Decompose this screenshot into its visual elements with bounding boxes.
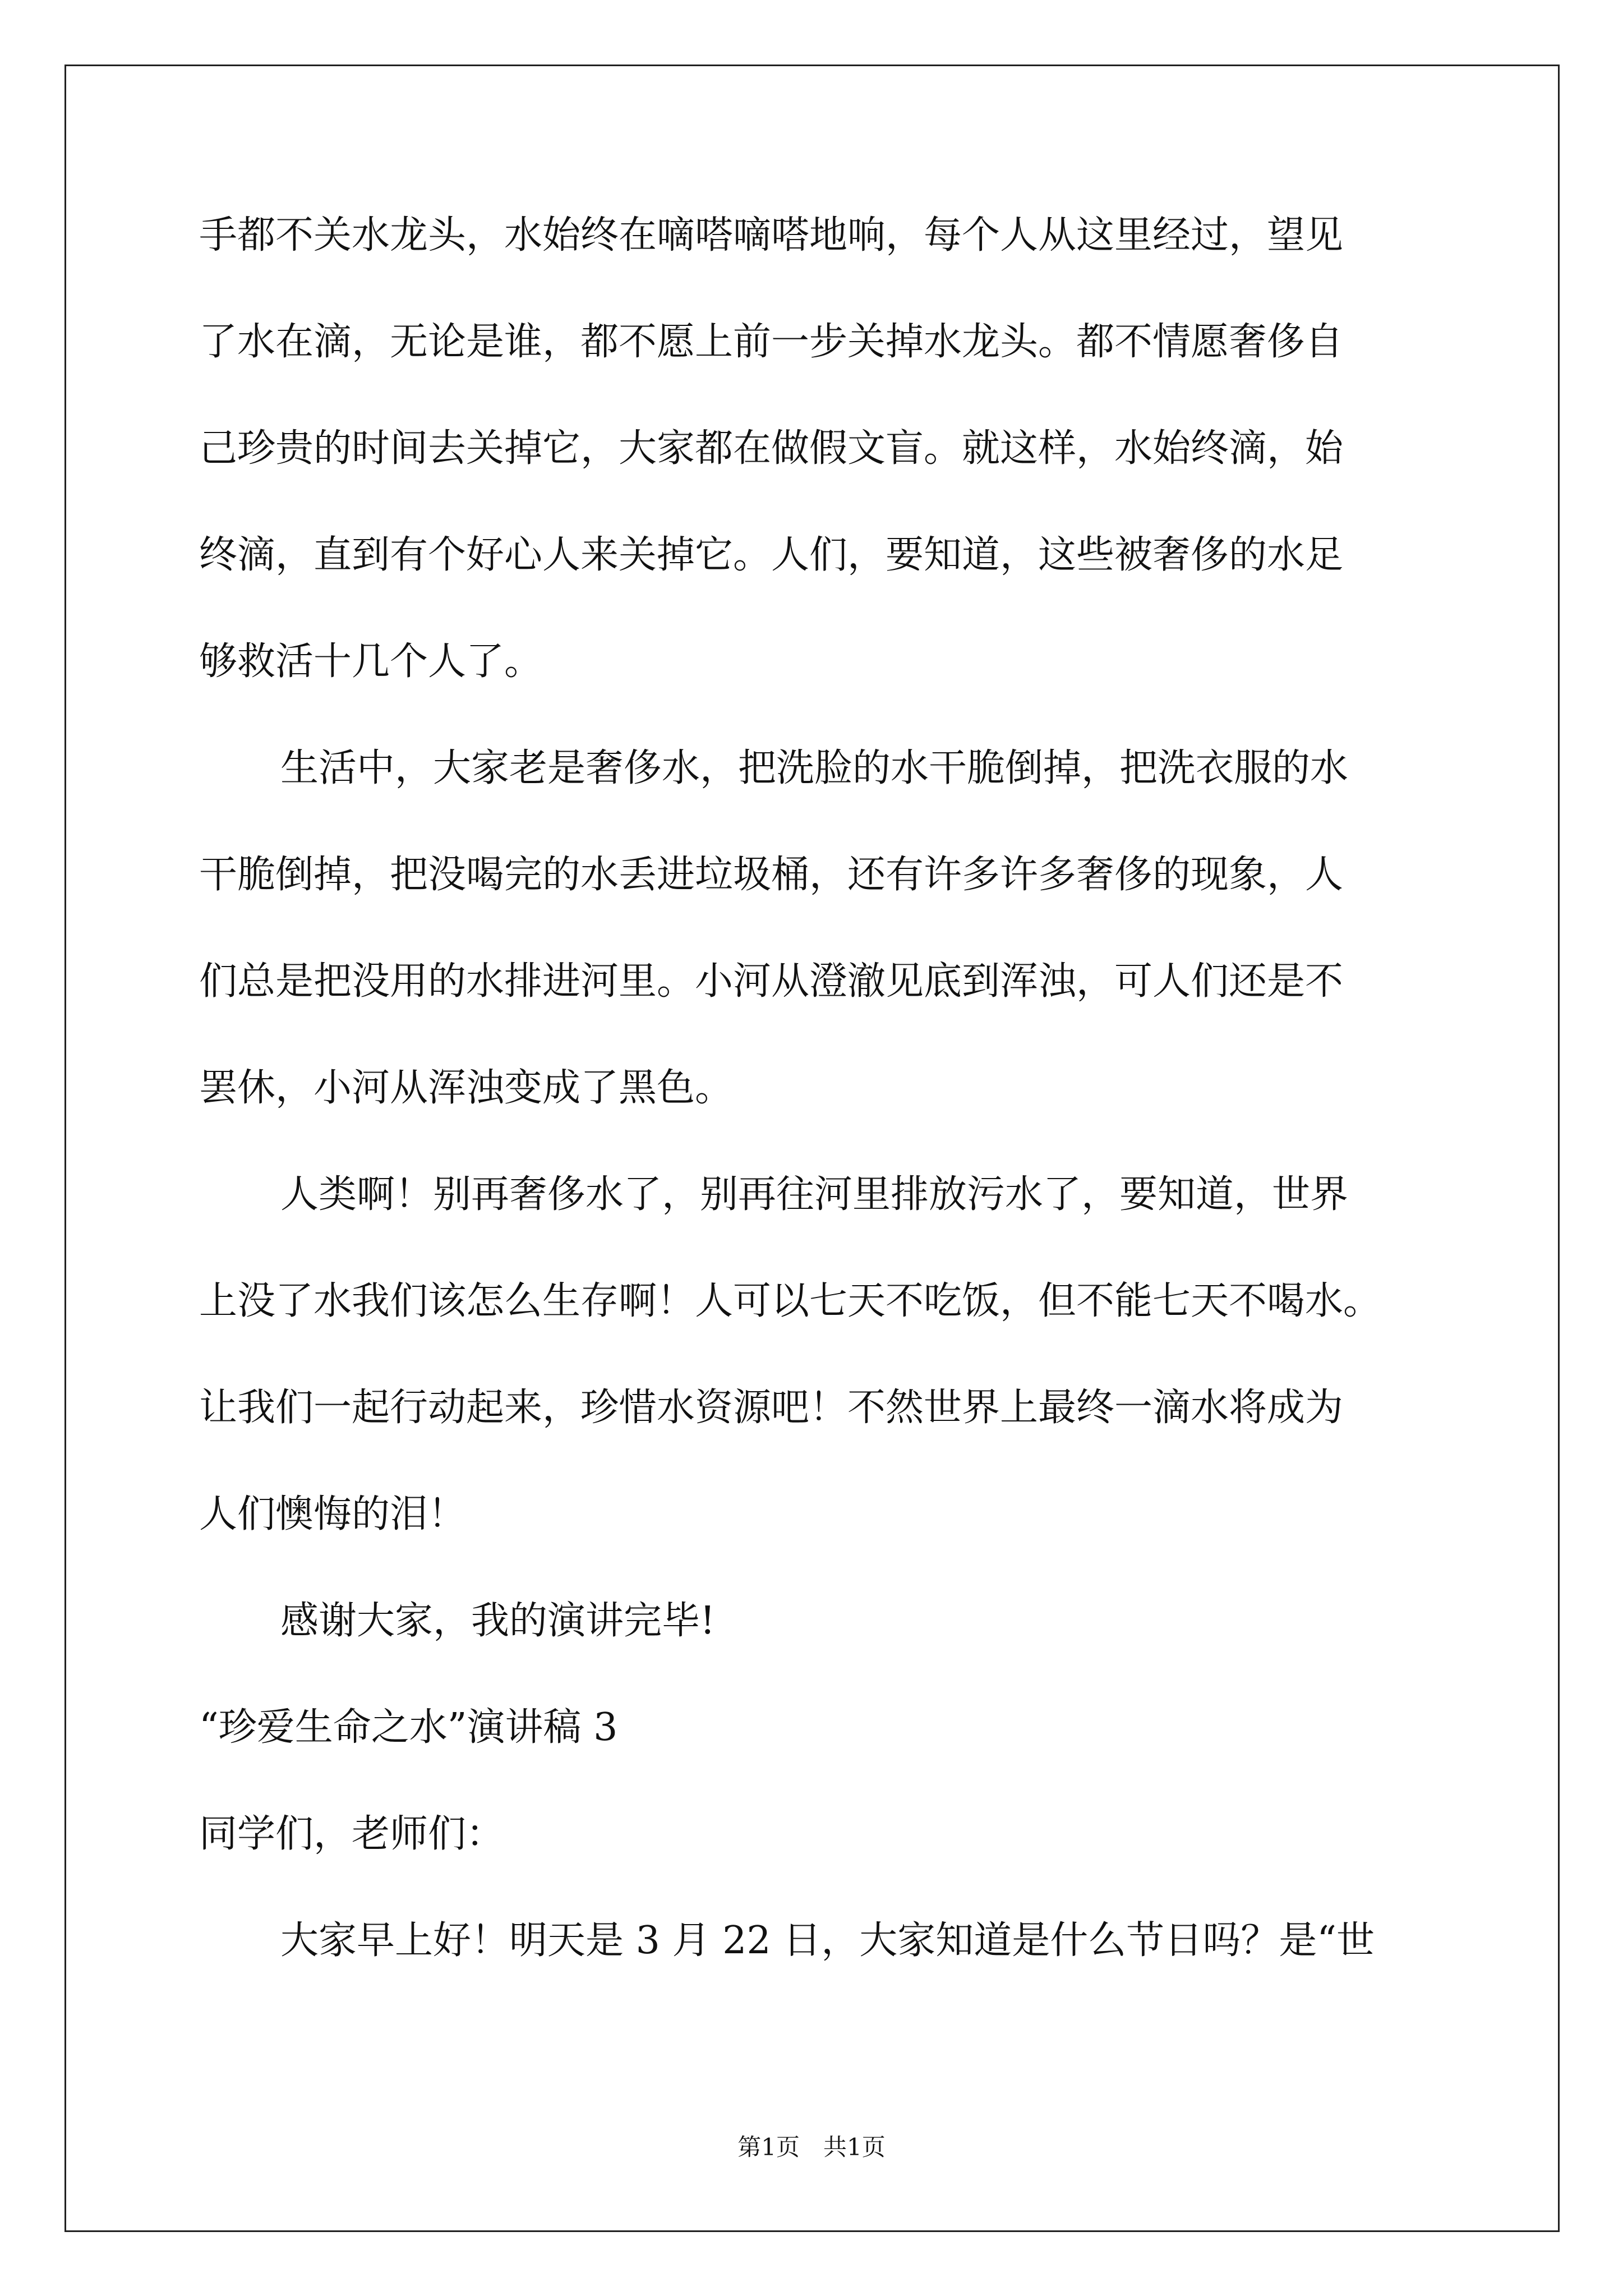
text-line: 感谢大家，我的演讲完毕!: [280, 1599, 716, 1643]
text-line: 人类啊！别再奢侈水了，别再往河里排放污水了，要知道，世界: [280, 1172, 1349, 1217]
text-line: 生活中，大家老是奢侈水，把洗脸的水干脆倒掉，把洗衣服的水: [280, 746, 1349, 790]
text-line: 够救活十几个人了。: [199, 639, 543, 684]
text-line: 干脆倒掉，把没喝完的水丢进垃圾桶，还有许多许多奢侈的现象，人: [199, 853, 1344, 897]
page-footer: 第1页 共1页: [737, 2133, 886, 2161]
text-line: 上没了水我们该怎么生存啊！人可以七天不吃饭，但不能七天不喝水。: [199, 1279, 1382, 1323]
section-heading: “珍爱生命之水”演讲稿 3: [199, 1705, 618, 1750]
text-line: 终滴，直到有个好心人来关掉它。人们，要知道，这些被奢侈的水足: [199, 533, 1344, 577]
text-line: 大家早上好！明天是 3 月 22 日，大家知道是什么节日吗？是“世: [280, 1918, 1375, 1963]
salutation: 同学们，老师们：: [199, 1812, 505, 1856]
text-line: 们总是把没用的水排进河里。小河从澄澈见底到浑浊，可人们还是不: [199, 959, 1344, 1004]
text-line: 手都不关水龙头，水始终在嘀嗒嘀嗒地响，每个人从这里经过，望见: [199, 213, 1344, 257]
text-line: 己珍贵的时间去关掉它，大家都在做假文盲。就这样，水始终滴，始: [199, 426, 1344, 471]
text-line: 人们懊悔的泪！: [199, 1492, 467, 1536]
text-line: 了水在滴，无论是谁，都不愿上前一步关掉水龙头。都不情愿奢侈自: [199, 320, 1344, 364]
text-line: 让我们一起行动起来，珍惜水资源吧！不然世界上最终一滴水将成为: [199, 1386, 1344, 1430]
document-body: [199, 208, 1433, 2019]
text-line: 罢休，小河从浑浊变成了黑色。: [199, 1066, 734, 1110]
